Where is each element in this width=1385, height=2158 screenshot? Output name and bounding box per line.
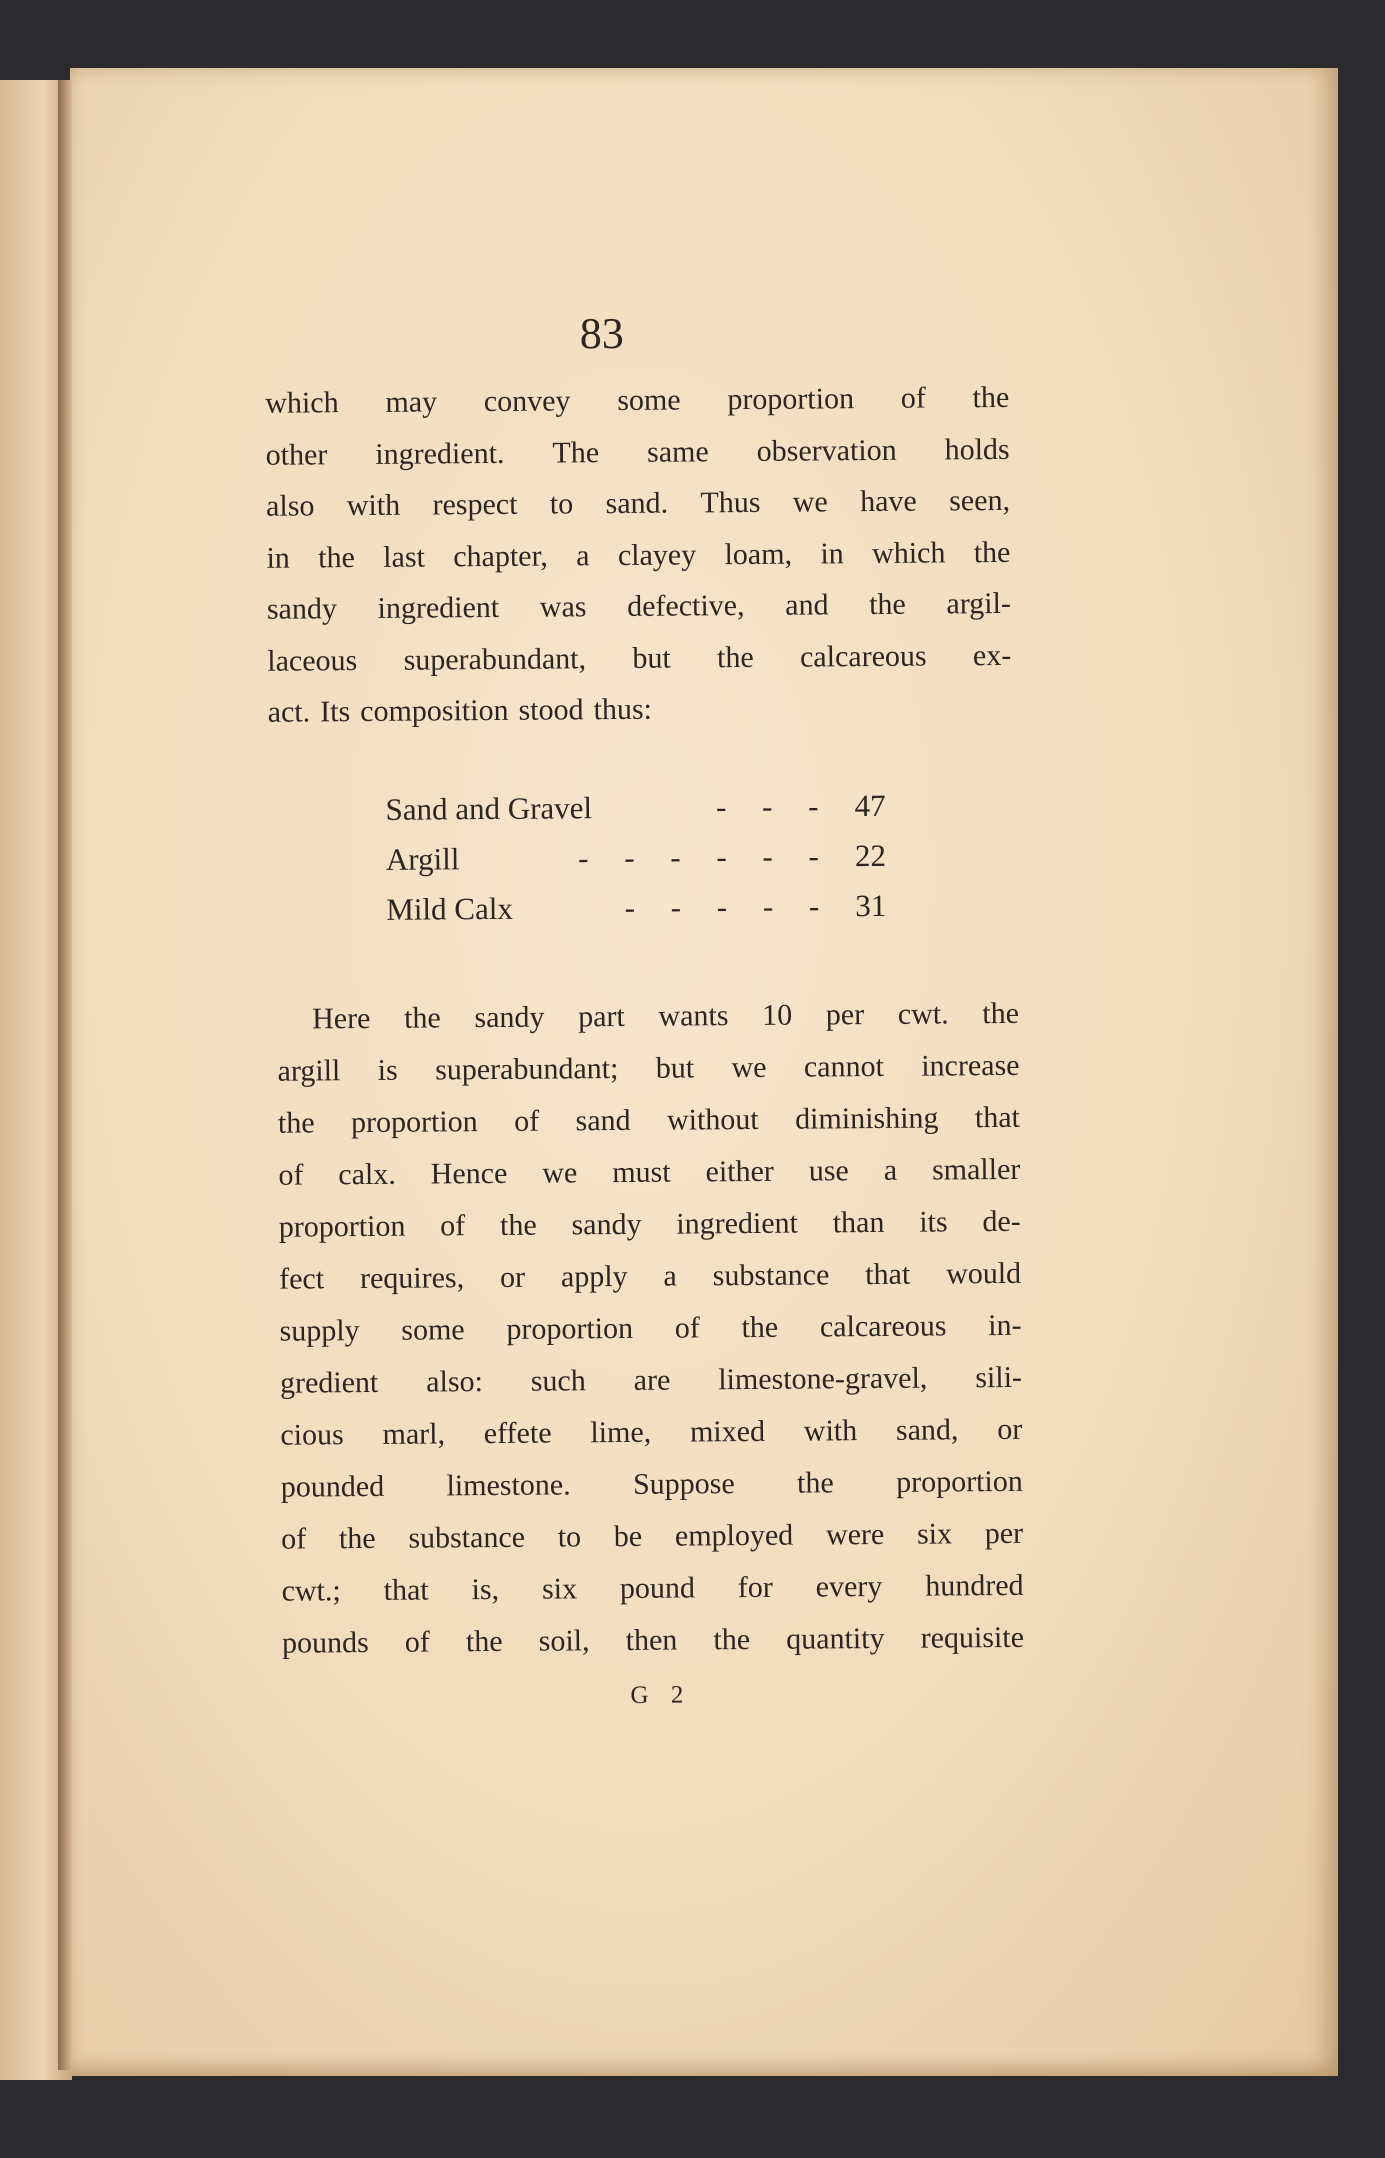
word: sand — [575, 1103, 631, 1138]
word: or — [997, 1412, 1023, 1447]
word: in- — [988, 1308, 1022, 1343]
word: supply — [279, 1314, 360, 1348]
text-line — [278, 1153, 1020, 1193]
word: the — [499, 1208, 537, 1242]
word: laceous — [267, 643, 358, 678]
word: cious — [280, 1418, 344, 1452]
word: which — [871, 535, 946, 570]
word: of — [514, 1104, 540, 1138]
word: but — [655, 1051, 695, 1085]
word: are — [633, 1363, 671, 1397]
text-line — [312, 997, 1019, 1037]
word: some — [401, 1313, 465, 1347]
word: which — [265, 386, 339, 420]
word: is — [377, 1053, 398, 1087]
text-line — [280, 1361, 1022, 1401]
word: also — [265, 489, 315, 523]
word: Here — [312, 1001, 371, 1036]
word: cannot — [803, 1049, 884, 1084]
word: soil, — [538, 1624, 590, 1658]
word: may — [385, 385, 438, 419]
table-row — [386, 838, 886, 878]
text-line — [267, 587, 1011, 627]
row-value: 22 — [854, 837, 887, 874]
text-line — [282, 1621, 1024, 1661]
text-line — [266, 535, 1010, 575]
text-line — [281, 1465, 1023, 1505]
word: the — [741, 1310, 779, 1345]
word: argil- — [946, 586, 1012, 621]
word: the — [973, 535, 1011, 569]
word: lime, — [590, 1415, 652, 1450]
word: clayey — [617, 537, 697, 572]
word: fect — [279, 1262, 325, 1296]
word: proportion — [506, 1311, 634, 1346]
word: part — [578, 999, 625, 1034]
word: limestone. — [446, 1468, 571, 1503]
word: sand, — [895, 1413, 959, 1447]
word: diminishing — [794, 1101, 939, 1136]
leader-dashes: - - - - - - — [578, 838, 834, 876]
row-value: 47 — [854, 787, 886, 824]
word: pounds — [281, 1625, 369, 1660]
text-line — [279, 1257, 1021, 1297]
word: the — [716, 640, 754, 674]
word: calcareous — [799, 639, 927, 674]
word: cwt.; — [281, 1574, 341, 1608]
word: quantity — [786, 1621, 885, 1656]
word: ex- — [972, 638, 1012, 672]
word: for — [737, 1570, 773, 1605]
word: the — [403, 1001, 441, 1035]
word: calx. — [338, 1157, 396, 1192]
text-line — [266, 484, 1010, 524]
word: were — [825, 1517, 885, 1552]
word: sandy — [474, 1000, 545, 1035]
word: six — [916, 1517, 953, 1551]
table-row — [385, 788, 885, 828]
word: marl, — [382, 1417, 446, 1451]
word: sili- — [975, 1360, 1023, 1395]
word: or — [499, 1260, 526, 1294]
word: pounded — [280, 1469, 385, 1504]
row-label: Mild Calx — [386, 890, 514, 927]
text-line — [279, 1205, 1021, 1245]
signature-mark: G 2 — [630, 1681, 692, 1709]
word: six — [541, 1572, 578, 1606]
word: ingredient. — [375, 436, 505, 471]
word: with — [346, 488, 401, 523]
word: have — [860, 484, 917, 519]
word: of — [900, 381, 926, 415]
word: must — [612, 1155, 671, 1190]
word: the — [869, 587, 906, 622]
word: effete — [483, 1416, 552, 1451]
word: requisite — [920, 1620, 1025, 1655]
word: a — [576, 538, 590, 572]
word: then — [625, 1623, 678, 1657]
word: Its — [320, 695, 351, 729]
word: composition — [360, 693, 509, 729]
word: ingredient — [377, 590, 500, 625]
word: that — [383, 1573, 429, 1607]
text-line — [280, 1413, 1022, 1453]
word: a — [663, 1259, 677, 1293]
word: cwt. — [897, 997, 949, 1031]
word: substance — [712, 1258, 830, 1293]
word: either — [705, 1154, 774, 1189]
word: was — [539, 590, 587, 624]
row-label: Sand and Gravel — [385, 790, 593, 827]
word: the — [982, 996, 1020, 1031]
word: gredient — [279, 1365, 379, 1400]
word: convey — [483, 384, 571, 419]
word: we — [792, 485, 828, 519]
text-line — [279, 1309, 1021, 1349]
word: requires, — [359, 1261, 465, 1296]
word: with — [803, 1414, 858, 1448]
word: every — [815, 1569, 883, 1604]
word: de- — [982, 1204, 1021, 1239]
text-line — [277, 1049, 1019, 1089]
word: proportion — [727, 382, 855, 417]
word: that — [865, 1257, 911, 1292]
word: use — [808, 1154, 849, 1188]
word: smaller — [931, 1152, 1021, 1187]
word: the — [713, 1622, 751, 1657]
word: of — [404, 1625, 430, 1659]
word: other — [265, 437, 328, 472]
word: hundred — [925, 1568, 1024, 1603]
word: we — [542, 1156, 578, 1190]
table-row — [386, 888, 886, 928]
word: loam, — [724, 537, 793, 571]
word: would — [945, 1256, 1022, 1291]
word: proportion — [895, 1464, 1023, 1499]
row-value: 31 — [855, 887, 887, 924]
word: stood — [518, 693, 584, 727]
word: of — [674, 1311, 700, 1345]
word: in — [266, 541, 290, 575]
text-line — [278, 1101, 1020, 1141]
word: the — [318, 540, 356, 574]
word: of — [278, 1158, 304, 1192]
word: but — [632, 641, 671, 675]
word: same — [646, 434, 709, 469]
leader-dashes: - - - — [715, 788, 833, 825]
word: also: — [426, 1365, 484, 1399]
text-line — [265, 381, 1009, 421]
word: to — [549, 487, 574, 521]
word: be — [613, 1519, 643, 1554]
word: the — [338, 1521, 376, 1556]
word: mixed — [689, 1414, 766, 1449]
word: the — [796, 1466, 834, 1500]
word: last — [383, 540, 426, 574]
word: per — [984, 1516, 1024, 1551]
page-number: 83 — [579, 308, 624, 359]
word: proportion — [278, 1209, 406, 1244]
word: 10 — [762, 998, 793, 1032]
leader-dashes: - - - - - — [624, 888, 834, 925]
word: sandy — [266, 592, 338, 626]
word: of — [440, 1209, 466, 1243]
row-label: Argill — [385, 841, 460, 877]
word: such — [530, 1364, 586, 1398]
word: to — [557, 1520, 582, 1554]
word: superabundant; — [434, 1052, 619, 1087]
word: a — [883, 1153, 898, 1187]
text-line — [281, 1517, 1023, 1557]
word: that — [974, 1100, 1021, 1135]
word: employed — [674, 1518, 794, 1553]
word: its — [919, 1205, 948, 1239]
word: superabundant, — [403, 641, 587, 677]
word: pound — [619, 1571, 696, 1606]
word: some — [617, 383, 681, 418]
word: thus: — [593, 692, 653, 727]
word: the — [465, 1624, 503, 1659]
word: act. — [267, 695, 311, 729]
word: seen, — [949, 483, 1011, 518]
word: and — [785, 588, 829, 622]
word: The — [552, 435, 600, 470]
word: calcareous — [819, 1309, 947, 1344]
text-line — [266, 432, 1010, 472]
text-line — [267, 638, 1011, 678]
word: sandy — [571, 1207, 642, 1242]
word: respect — [432, 487, 518, 522]
word: Thus — [700, 485, 761, 520]
word: increase — [921, 1048, 1020, 1083]
word: the — [972, 380, 1010, 415]
word: substance — [408, 1520, 526, 1555]
word: in — [820, 536, 844, 570]
word: wants — [658, 999, 729, 1033]
word: Hence — [430, 1156, 508, 1191]
word: argill — [277, 1054, 341, 1088]
word: proportion — [350, 1105, 478, 1140]
word: sand. — [605, 486, 669, 521]
word: chapter, — [453, 539, 548, 573]
word: Suppose — [632, 1467, 735, 1501]
word: observation — [756, 433, 897, 468]
word: the — [277, 1106, 315, 1140]
word: apply — [560, 1259, 628, 1294]
word: of — [281, 1522, 307, 1556]
word: we — [731, 1050, 767, 1085]
text-line — [268, 690, 1012, 730]
word: limestone-gravel, — [718, 1361, 928, 1397]
word: is, — [471, 1572, 500, 1607]
word: per — [825, 998, 865, 1032]
word: holds — [944, 432, 1010, 466]
word: ingredient — [676, 1206, 799, 1241]
text-line — [282, 1569, 1024, 1609]
word: defective, — [626, 589, 745, 623]
word: than — [832, 1205, 885, 1240]
word: without — [666, 1102, 759, 1137]
